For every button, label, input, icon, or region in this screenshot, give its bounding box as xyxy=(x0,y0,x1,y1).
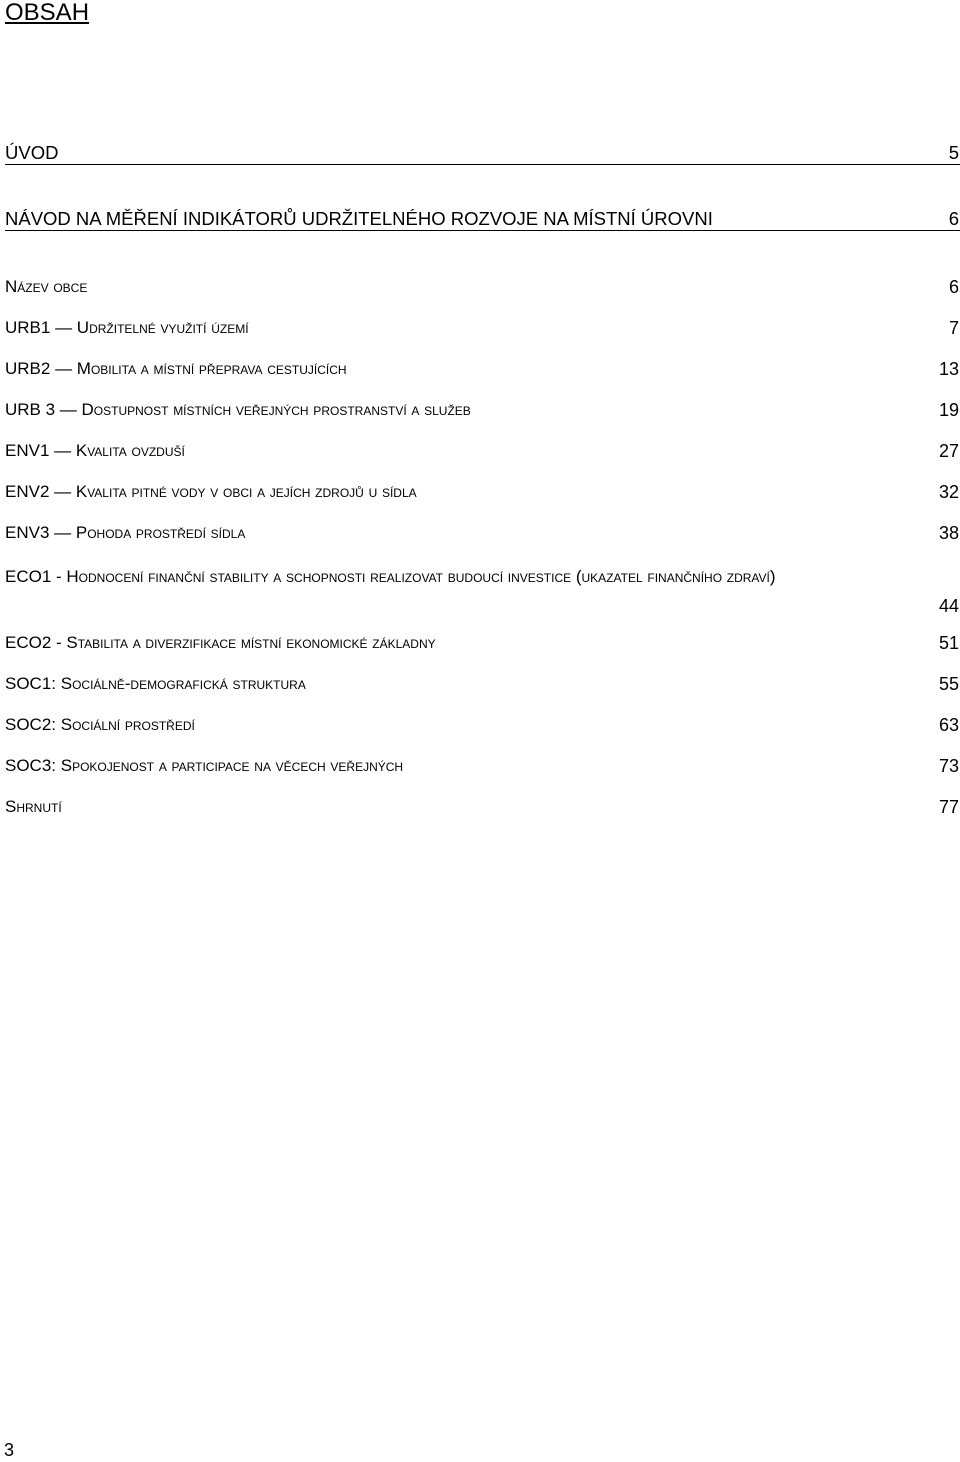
toc-entry-label: Název obce xyxy=(5,277,88,296)
toc-entry-label: SOC1: Sociálně-demografická struktura xyxy=(5,674,306,693)
toc-entry-page: 19 xyxy=(938,400,959,420)
toc-entry-urb1[interactable] xyxy=(5,317,960,339)
page-title: OBSAH xyxy=(5,0,90,26)
toc-entry-page: 6 xyxy=(948,208,959,229)
toc-entry-page: 7 xyxy=(948,318,959,338)
toc-entry-env1[interactable] xyxy=(5,440,960,462)
toc-entry-label: SOC3: Spokojenost a participace na věcech veřejných xyxy=(5,756,404,775)
toc-entry-summary[interactable] xyxy=(5,796,960,818)
toc-entry-page: 44 xyxy=(938,596,959,616)
toc-entry-label: ÚVOD xyxy=(5,142,59,163)
toc-entry-urb2[interactable] xyxy=(5,358,960,380)
toc-major-entry-guide[interactable] xyxy=(5,208,960,231)
toc-entry-label: ENV3 — Pohoda prostředí sídla xyxy=(5,523,246,542)
toc-entry-label: URB1 — Udržitelné využití území xyxy=(5,318,249,337)
toc-entry-page: 38 xyxy=(938,523,959,543)
toc-entry-label: SOC2: Sociální prostředí xyxy=(5,715,195,734)
toc-entry-label: ECO2 - Stabilita a diverzifikace místní ekonomické základny xyxy=(5,633,436,652)
toc-entry-label: ECO1 - Hodnocení finanční stability a schopnosti realizovat budoucí investice (ukazatel finančního zdraví) xyxy=(5,567,776,586)
toc-entry-page: 77 xyxy=(938,797,959,817)
page-number: 3 xyxy=(4,1440,15,1460)
toc-entry-label: Shrnutí xyxy=(5,797,62,816)
toc-entry-municipality-name[interactable] xyxy=(5,276,960,298)
toc-entry-env2[interactable] xyxy=(5,481,960,503)
toc-entry-page: 73 xyxy=(938,756,959,776)
toc-entry-page: 55 xyxy=(938,674,959,694)
toc-entry-soc3[interactable] xyxy=(5,755,960,777)
toc-entry-eco2[interactable] xyxy=(5,632,960,654)
toc-major-entry-intro[interactable] xyxy=(5,142,960,165)
toc-entry-page: 32 xyxy=(938,482,959,502)
toc-entry-label: URB 3 — Dostupnost místních veřejných prostranství a služeb xyxy=(5,400,471,419)
toc-entry-label: NÁVOD NA MĚŘENÍ INDIKÁTORŮ UDRŽITELNÉHO ROZVOJE NA MÍSTNÍ ÚROVNI xyxy=(5,208,713,229)
toc-entry-page: 63 xyxy=(938,715,959,735)
toc-entry-soc2[interactable] xyxy=(5,714,960,736)
toc-entry-page: 51 xyxy=(938,633,959,653)
toc-entry-page: 6 xyxy=(948,277,959,297)
toc-entry-page: 5 xyxy=(948,142,959,163)
toc-entry-label: ENV1 — Kvalita ovzduší xyxy=(5,441,185,460)
toc-entry-urb3[interactable] xyxy=(5,399,960,421)
toc-entry-page: 13 xyxy=(938,359,959,379)
toc-entry-page: 27 xyxy=(938,441,959,461)
toc-entry-label: ENV2 — Kvalita pitné vody v obci a jejích zdrojů u sídla xyxy=(5,482,417,501)
toc-entry-soc1[interactable] xyxy=(5,673,960,695)
toc-entry-env3[interactable] xyxy=(5,522,960,544)
toc-entry-eco1[interactable] xyxy=(5,563,960,617)
toc-entry-label: URB2 — Mobilita a místní přeprava cestujících xyxy=(5,359,347,378)
